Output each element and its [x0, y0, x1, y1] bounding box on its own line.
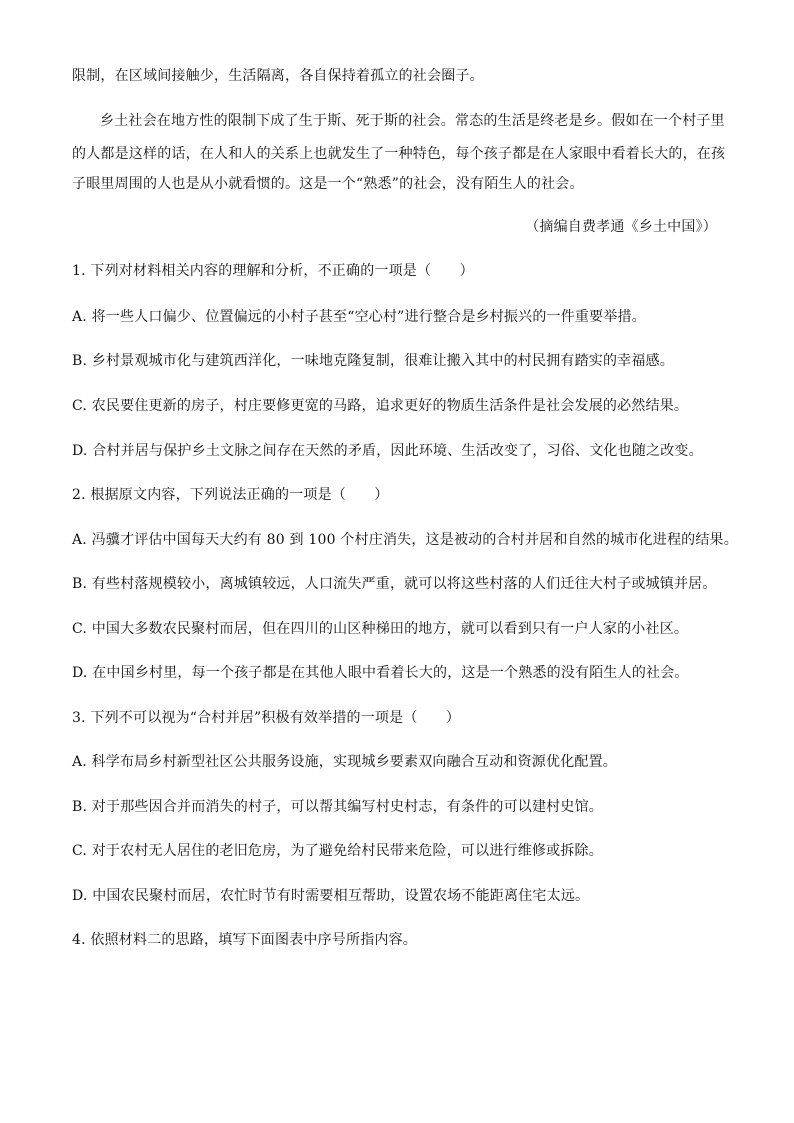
question-2-option-c: C. 中国大多数农民聚村而居，但在四川的山区种梯田的地方，就可以看到只有一户人家的小社区。	[72, 621, 689, 637]
question-1-option-c: C. 农民要住更新的房子，村庄要修更宽的马路，追求更好的物质生活条件是社会发展的必然结果。	[72, 398, 689, 414]
question-3-option-b: B. 对于那些因合并而消失的村子，可以帮其编写村史村志，有条件的可以建村史馆。	[72, 799, 603, 815]
question-3-option-d: D. 中国农民聚村而居，农忙时节有时需要相互帮助，设置农场不能距离住宅太远。	[72, 888, 590, 904]
question-3-option-a: A. 科学布局乡村新型社区公共服务设施，实现城乡要素双向融合互动和资源优化配置。	[72, 754, 618, 770]
question-1-option-d: D. 合村并居与保护乡土文脉之间存在天然的矛盾，因此环境、生活改变了，习俗、文化也随之改变。	[72, 443, 703, 459]
question-1-option-a: A. 将一些人口偏少、位置偏远的小村子甚至“空心村”进行整合是乡村振兴的一件重要举措。	[72, 309, 646, 325]
question-2-stem: 2. 根据原文内容，下列说法正确的一项是（ ）	[72, 487, 389, 503]
question-1-option-b: B. 乡村景观城市化与建筑西洋化，一味地克隆复制，很难让搬入其中的村民拥有踏实的幸福感。	[72, 353, 674, 369]
question-2-option-b: B. 有些村落规模较小，离城镇较远，人口流失严重，就可以将这些村落的人们迁往大村子或城镇并居。	[72, 576, 717, 592]
question-1-stem: 1. 下列对材料相关内容的理解和分析，不正确的一项是（ ）	[72, 263, 474, 279]
question-3-stem: 3. 下列不可以视为“合村并居”积极有效举措的一项是（ ）	[72, 710, 461, 726]
passage-line-1: 限制，在区域间接触少，生活隔离，各自保持着孤立的社会圈子。	[72, 68, 484, 84]
question-2-option-a: A. 冯骥才评估中国每天大约有 80 到 100 个村庄消失，这是被动的合村并居和自然的城市化进程的结果。	[72, 532, 738, 548]
passage-para2-line-3: 子眼里周围的人也是从小就看惯的。这是一个“熟悉”的社会，没有陌生人的社会。	[72, 176, 584, 192]
question-4-stem: 4. 依照材料二的思路，填写下面图表中序号所指内容。	[72, 932, 418, 948]
passage-para2-line-2: 的人都是这样的话，在人和人的关系上也就发生了一种特色，每个孩子都是在人家眼中看着长大的，在孩	[72, 146, 726, 162]
question-3-option-c: C. 对于农村无人居住的老旧危房，为了避免给村民带来危险，可以进行维修或拆除。	[72, 843, 603, 859]
passage-source: （摘编自费孝通《乡土中国》）	[525, 219, 717, 235]
passage-para2-line-1: 乡土社会在地方性的限制下成了生于斯、死于斯的社会。常态的生活是终老是乡。假如在一个村子里	[100, 113, 725, 129]
question-2-option-d: D. 在中国乡村里，每一个孩子都是在其他人眼中看着长大的，这是一个熟悉的没有陌生人的社会。	[72, 665, 689, 681]
